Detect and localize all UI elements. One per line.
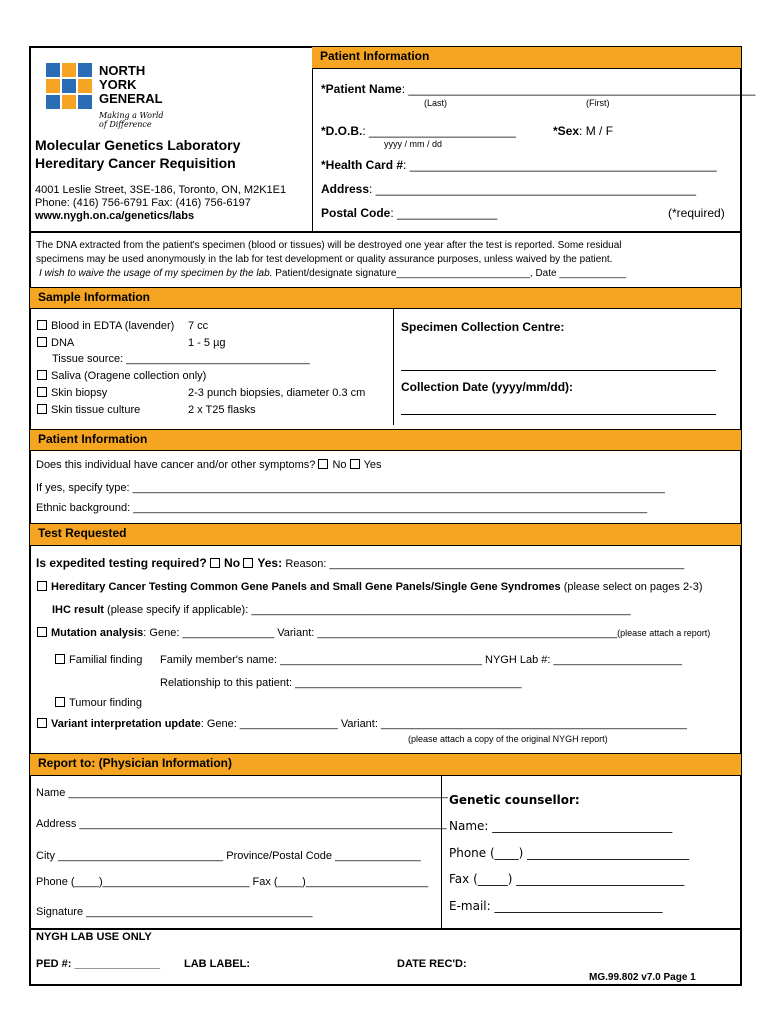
dna-notice-line1: The DNA extracted from the patient's specimen (blood or tissues) will be destroyed one year after the test is reported. Some residual (36, 240, 622, 251)
gc-fax-field[interactable]: Fax (_____) ____________________________ (449, 872, 685, 886)
gc-email-field[interactable]: E-mail: ____________________________ (449, 899, 663, 913)
physician-city-field[interactable]: City ___________________________ Province/Postal Code ______________ (36, 850, 421, 862)
logo-tagline: Making a World of Difference (99, 111, 164, 129)
ped-field[interactable]: PED #: ______________ (36, 958, 161, 970)
physician-name-field[interactable]: Name ______________________________________________________________ (36, 787, 448, 799)
yes-checkbox[interactable] (350, 459, 360, 469)
cancer-question: Does this individual have cancer and/or other symptoms? No Yes (36, 459, 382, 471)
lab-use-title: NYGH LAB USE ONLY (36, 931, 152, 943)
lab-website[interactable]: www.nygh.on.ca/genetics/labs (35, 210, 195, 222)
collection-date-input[interactable] (401, 414, 716, 415)
variant-interpretation-option[interactable]: Variant interpretation update: Gene: ________________ Variant: __________________________________________________ (37, 718, 687, 730)
gc-name-field[interactable]: Name: ______________________________ (449, 819, 673, 833)
clinical-info-header: Patient Information (30, 429, 741, 451)
lab-address: 4001 Leslie Street, 3SE-186, Toronto, ON, M2K1E1 (35, 184, 287, 196)
date-received-label: DATE REC'D: (397, 958, 467, 970)
cancer-type-field[interactable]: If yes, specify type: _______________________________________________________________________________________ (36, 482, 665, 494)
ihc-result-field[interactable]: IHC result (please specify if applicable): ______________________________________________________________ (52, 604, 631, 616)
test-requested-header: Test Requested (30, 523, 741, 546)
attach-copy-note: (please attach a copy of the original NYGH report) (408, 734, 608, 744)
divider (393, 309, 394, 425)
sample-skin-biopsy[interactable]: Skin biopsy (37, 387, 107, 399)
physician-phone-fax-field[interactable]: Phone (____)________________________ Fax (____)____________________ (36, 876, 429, 888)
expedited-no-checkbox[interactable] (210, 558, 220, 568)
divider (30, 231, 741, 233)
lab-title: Molecular Genetics Laboratory (35, 137, 241, 153)
lab-phone: Phone: (416) 756-6791 Fax: (416) 756-6197 (35, 197, 251, 209)
relationship-field[interactable]: Relationship to this patient: _____________________________________ (160, 677, 522, 689)
divider (312, 47, 313, 231)
waive-line[interactable]: I wish to waive the usage of my specimen by the lab. Patient/designate signature________________________, Date ____________ (39, 268, 627, 279)
requisition-title: Hereditary Cancer Requisition (35, 155, 236, 171)
sample-blood[interactable]: Blood in EDTA (lavender) (37, 320, 174, 332)
address-field[interactable]: Address: ________________________________________________ (321, 182, 697, 196)
form-id: MG.99.802 v7.0 Page 1 (589, 972, 696, 983)
tissue-source-field[interactable]: Tissue source: ______________________________ (52, 353, 310, 365)
sample-dna-detail: 1 - 5 µg (188, 337, 226, 349)
postal-code-field[interactable]: Postal Code: _______________ (321, 206, 498, 220)
sample-blood-detail: 7 cc (188, 320, 209, 332)
ethnic-background-field[interactable]: Ethnic background: ____________________________________________________________________________________ (36, 502, 648, 514)
gc-phone-field[interactable]: Phone (____) ___________________________ (449, 846, 690, 860)
sample-skin-culture-detail: 2 x T25 flasks (188, 404, 256, 416)
genetic-counsellor-title: Genetic counsellor: (449, 793, 580, 807)
expedited-question: Is expedited testing required? No Yes: Reason: __________________________________________________________ (36, 556, 685, 570)
physician-address-field[interactable]: Address ____________________________________________________________ (36, 818, 447, 830)
expedited-yes-checkbox[interactable] (243, 558, 253, 568)
family-member-field[interactable]: Family member's name: _________________________________ NYGH Lab #: _____________________ (160, 654, 682, 666)
first-hint: (First) (586, 98, 610, 108)
patient-info-header: Patient Information (312, 47, 741, 69)
sex-field[interactable]: *Sex: M / F (553, 124, 614, 138)
sample-dna[interactable]: DNA (37, 337, 74, 349)
sample-saliva[interactable]: Saliva (Oragene collection only) (37, 370, 206, 382)
mutation-analysis-option[interactable]: Mutation analysis: Gene: _______________ Variant: _________________________________________________(please attach a report) (37, 627, 710, 639)
nygh-logo-icon (46, 63, 94, 111)
hereditary-panel-option[interactable]: Hereditary Cancer Testing Common Gene Panels and Small Gene Panels/Single Gene Syndromes (please select on pages 2-3) (37, 581, 703, 593)
health-card-field[interactable]: *Health Card #: ______________________________________________ (321, 158, 717, 172)
collection-centre-input[interactable] (401, 370, 716, 371)
dna-notice-line2: specimens may be used anonymously in the lab for test development or quality assurance purposes, unless waived by the patient. (36, 254, 613, 265)
familial-finding-option[interactable]: Familial finding (55, 654, 142, 666)
tumour-finding-option[interactable]: Tumour finding (55, 697, 142, 709)
collection-date-label: Collection Date (yyyy/mm/dd): (401, 380, 574, 394)
logo-text: NORTH YORK GENERAL (99, 63, 163, 106)
patient-name-field[interactable]: *Patient Name: ____________________________________________________ (321, 82, 756, 96)
no-checkbox[interactable] (318, 459, 328, 469)
dob-hint: yyyy / mm / dd (384, 139, 443, 149)
sample-info-header: Sample Information (30, 287, 741, 309)
dob-field[interactable]: *D.O.B.: ______________________ (321, 124, 516, 138)
lab-label: LAB LABEL: (184, 958, 250, 970)
sample-skin-biopsy-detail: 2-3 punch biopsies, diameter 0.3 cm (188, 387, 366, 399)
physician-signature-field[interactable]: Signature _____________________________________ (36, 906, 313, 918)
divider (30, 928, 741, 930)
report-to-header: Report to: (Physician Information) (30, 753, 741, 776)
last-hint: (Last) (424, 98, 448, 108)
collection-centre-label: Specimen Collection Centre: (401, 320, 565, 334)
required-note: (*required) (668, 206, 725, 220)
sample-skin-culture[interactable]: Skin tissue culture (37, 404, 140, 416)
